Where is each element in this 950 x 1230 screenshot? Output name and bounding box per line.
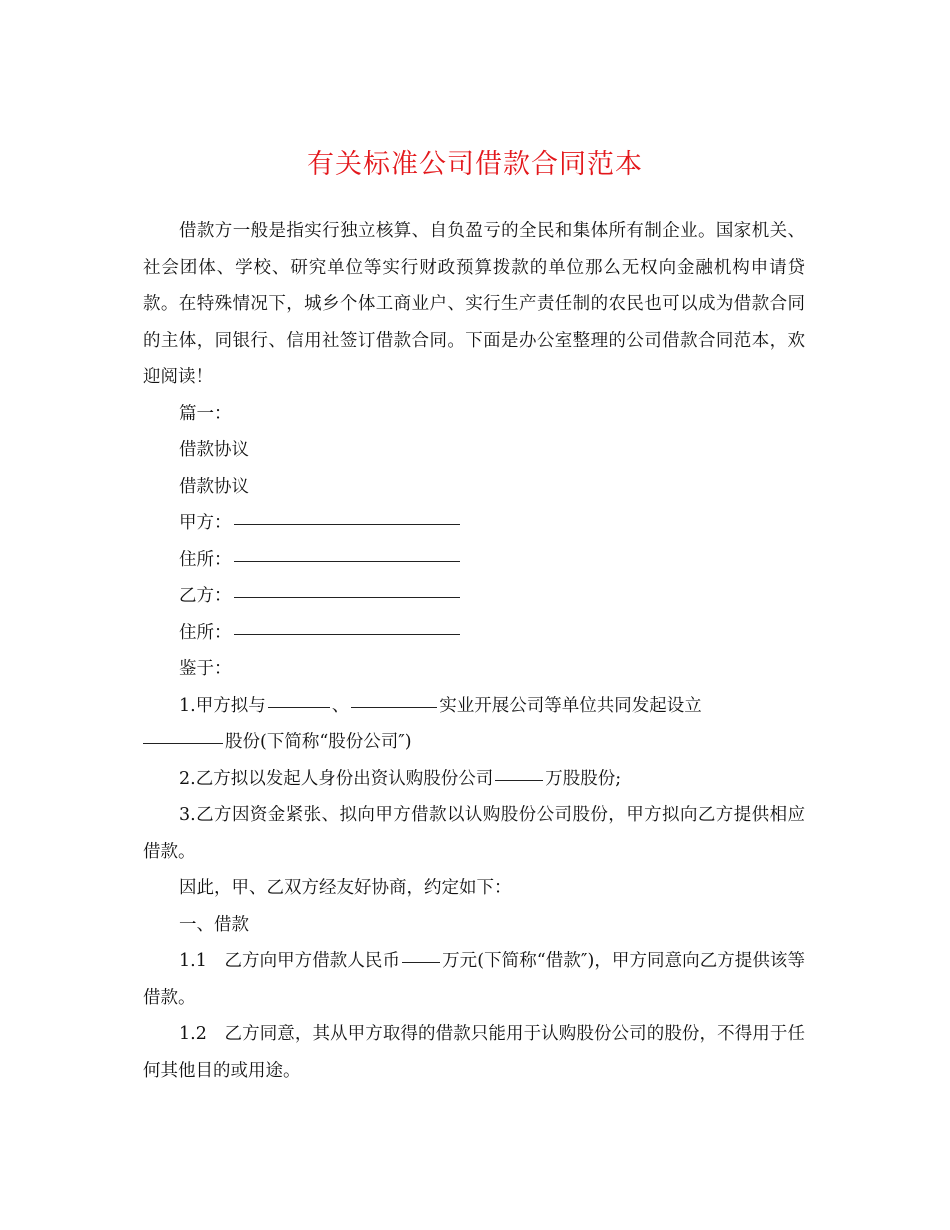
address-b-label: 住所： [179, 622, 232, 643]
item-1-1-part1: 1.1 乙方向甲方借款人民币 [179, 951, 401, 971]
item-1-1-paragraph [143, 943, 805, 1016]
clause-1-line-1 [143, 688, 805, 725]
address-a-blank [234, 560, 460, 562]
heading-1: 借款协议 [179, 440, 249, 460]
agreement-line: 因此，甲、乙双方经友好协商，约定如下： [179, 878, 512, 898]
clause-1-part3: 股份(下简称“股份公司″) [225, 732, 412, 752]
clause-1-sep: 、 [331, 695, 350, 716]
document-body [143, 213, 805, 1089]
address-b-blank [234, 633, 460, 635]
section-label: 篇一： [179, 403, 232, 424]
clause-1-part1: 1.甲方拟与 [179, 695, 266, 716]
clause-1-line-2 [143, 724, 805, 761]
clause-2-part2: 万股股份; [545, 768, 622, 789]
clause-1-blank-c [143, 742, 223, 744]
party-a-blank [234, 523, 460, 525]
party-a-line [143, 505, 805, 542]
party-b-label: 乙方： [179, 586, 232, 606]
clause-3-paragraph: 3.乙方因资金紧张、拟向甲方借款以认购股份公司股份，甲方拟向乙方提供相应借款。 [143, 805, 805, 862]
address-b-line [143, 615, 805, 652]
heading-2: 借款协议 [179, 476, 249, 497]
clause-1-part2: 实业开展公司等单位共同发起设立 [439, 695, 702, 716]
party-a-label: 甲方： [179, 513, 232, 533]
party-b-blank [234, 596, 460, 598]
clause-2-blank [495, 779, 543, 781]
clause-1-blank-a [268, 706, 330, 708]
whereas-label: 鉴于： [179, 659, 232, 679]
party-b-line [143, 578, 805, 615]
clause-2-line [143, 761, 805, 798]
intro-paragraph: 借款方一般是指实行独立核算、自负盈亏的全民和集体所有制企业。国家机关、社会团体、学校、研究单位等实行财政预算拨款的单位那么无权向金融机构申请贷款。在特殊情况下，城乡个体工商业户、实行生产责任制的农民也可以成为借款合同的主体，同银行、信用社签订借款合同。下面是办公室整理的公司借款合同范本，欢迎阅读！ [143, 221, 805, 387]
document-title: 有关标准公司借款合同范本 [307, 149, 643, 180]
item-1-1-part2: 万元(下简称“借款″)，甲方同意向乙方提供该等借款。 [143, 951, 805, 1008]
address-a-label: 住所： [179, 549, 232, 570]
address-a-line [143, 542, 805, 579]
section-1-heading: 一、借款 [179, 914, 249, 935]
item-1-2-paragraph: 1.2 乙方同意，其从甲方取得的借款只能用于认购股份公司的股份，不得用于任何其他目的或用途。 [143, 1024, 805, 1081]
item-1-1-blank [402, 961, 440, 963]
clause-2-part1: 2.乙方拟以发起人身份出资认购股份公司 [179, 768, 494, 789]
clause-1-blank-b [351, 706, 437, 708]
